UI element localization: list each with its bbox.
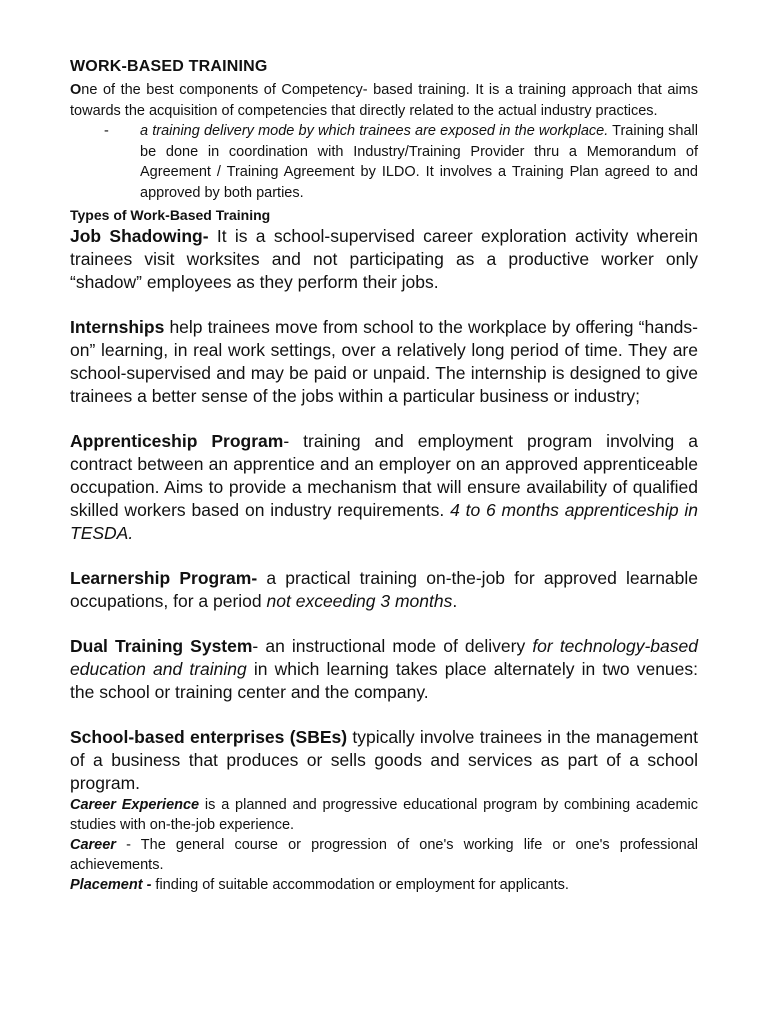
apprenticeship-term: Apprenticeship Program <box>70 431 284 451</box>
placement-term: Placement - <box>70 877 152 893</box>
internships-paragraph <box>70 316 698 408</box>
sbe-paragraph <box>70 726 698 795</box>
dual-training-term: Dual Training System <box>70 636 253 656</box>
bullet-item <box>70 121 698 203</box>
intro-first-letter: O <box>70 82 82 98</box>
placement-definition <box>70 875 698 895</box>
dual-training-paragraph <box>70 635 698 704</box>
types-heading: Types of Work-Based Training <box>70 207 271 223</box>
career-definition <box>70 835 698 875</box>
learnership-text: a practical training on-the-job for approved learnable occupations, for a period <box>70 568 699 611</box>
sbe-text: typically involve trainees in the management of a business that produces or sells goods and services as part of a school program. <box>70 727 698 793</box>
intro-paragraph <box>70 80 698 121</box>
bullet-italic-text: a training delivery mode by which trainees are exposed in the workplace. <box>140 123 609 139</box>
career-term: Career <box>70 837 116 853</box>
sbe-term: School-based enterprises (SBEs) <box>70 727 348 747</box>
job-shadowing-term: Job Shadowing- <box>70 226 209 246</box>
career-text: - The general course or progression of one's working life or one's professional achievements. <box>70 837 698 873</box>
bullet-dash: - <box>104 123 109 139</box>
bullet-text <box>140 121 698 203</box>
page-title: WORK-BASED TRAINING <box>70 58 268 75</box>
intro-text: ne of the best components of Competency- based training. It is a training approach that aims towards the acquisition of competencies that directly related to the actual industry practices. <box>70 82 698 119</box>
apprenticeship-italic: 4 to 6 months apprenticeship in TESDA. <box>70 500 698 543</box>
dual-training-italic: for technology-based education and training <box>70 636 698 679</box>
apprenticeship-paragraph <box>70 430 698 545</box>
learnership-term: Learnership Program- <box>70 568 258 588</box>
learnership-italic: not exceeding 3 months <box>266 591 453 611</box>
dual-training-end: in which learning takes place alternately in two venues: the school or training center and the company. <box>70 659 698 702</box>
career-experience-definition <box>70 795 698 835</box>
internships-text: help trainees move from school to the workplace by offering “hands-on” learning, in real work settings, over a relatively long period of time. They are school-supervised and may be paid or unpaid. The internship is designed to give trainees a better sense of the jobs within a particular business or industry; <box>70 317 698 406</box>
job-shadowing-text: It is a school-supervised career exploration activity wherein trainees visit worksites and not participating as a productive worker only “shadow” employees as they perform their jobs. <box>70 226 698 292</box>
apprenticeship-text: - training and employment program involving a contract between an apprentice and an employer on an approved apprenticeable occupation. Aims to provide a mechanism that will ensure availability of qualified skilled workers based on industry requirements. <box>70 431 698 520</box>
bullet-rest-text: Training shall be done in coordination with Industry/Training Provider thru a Memorandum of Agreement / Training Agreement by ILDO. It involves a Training Plan agreed to and approved by both parties. <box>140 123 699 201</box>
job-shadowing-paragraph <box>70 225 698 294</box>
career-experience-text: is a planned and progressive educational program by combining academic studies with on-the-job experience. <box>70 797 698 833</box>
career-experience-term: Career Experience <box>70 797 200 813</box>
learnership-paragraph <box>70 567 698 613</box>
placement-text: finding of suitable accommodation or employment for applicants. <box>151 877 569 893</box>
internships-term: Internships <box>70 317 165 337</box>
dual-training-text: - an instructional mode of delivery <box>252 636 533 656</box>
learnership-end: . <box>452 591 458 611</box>
